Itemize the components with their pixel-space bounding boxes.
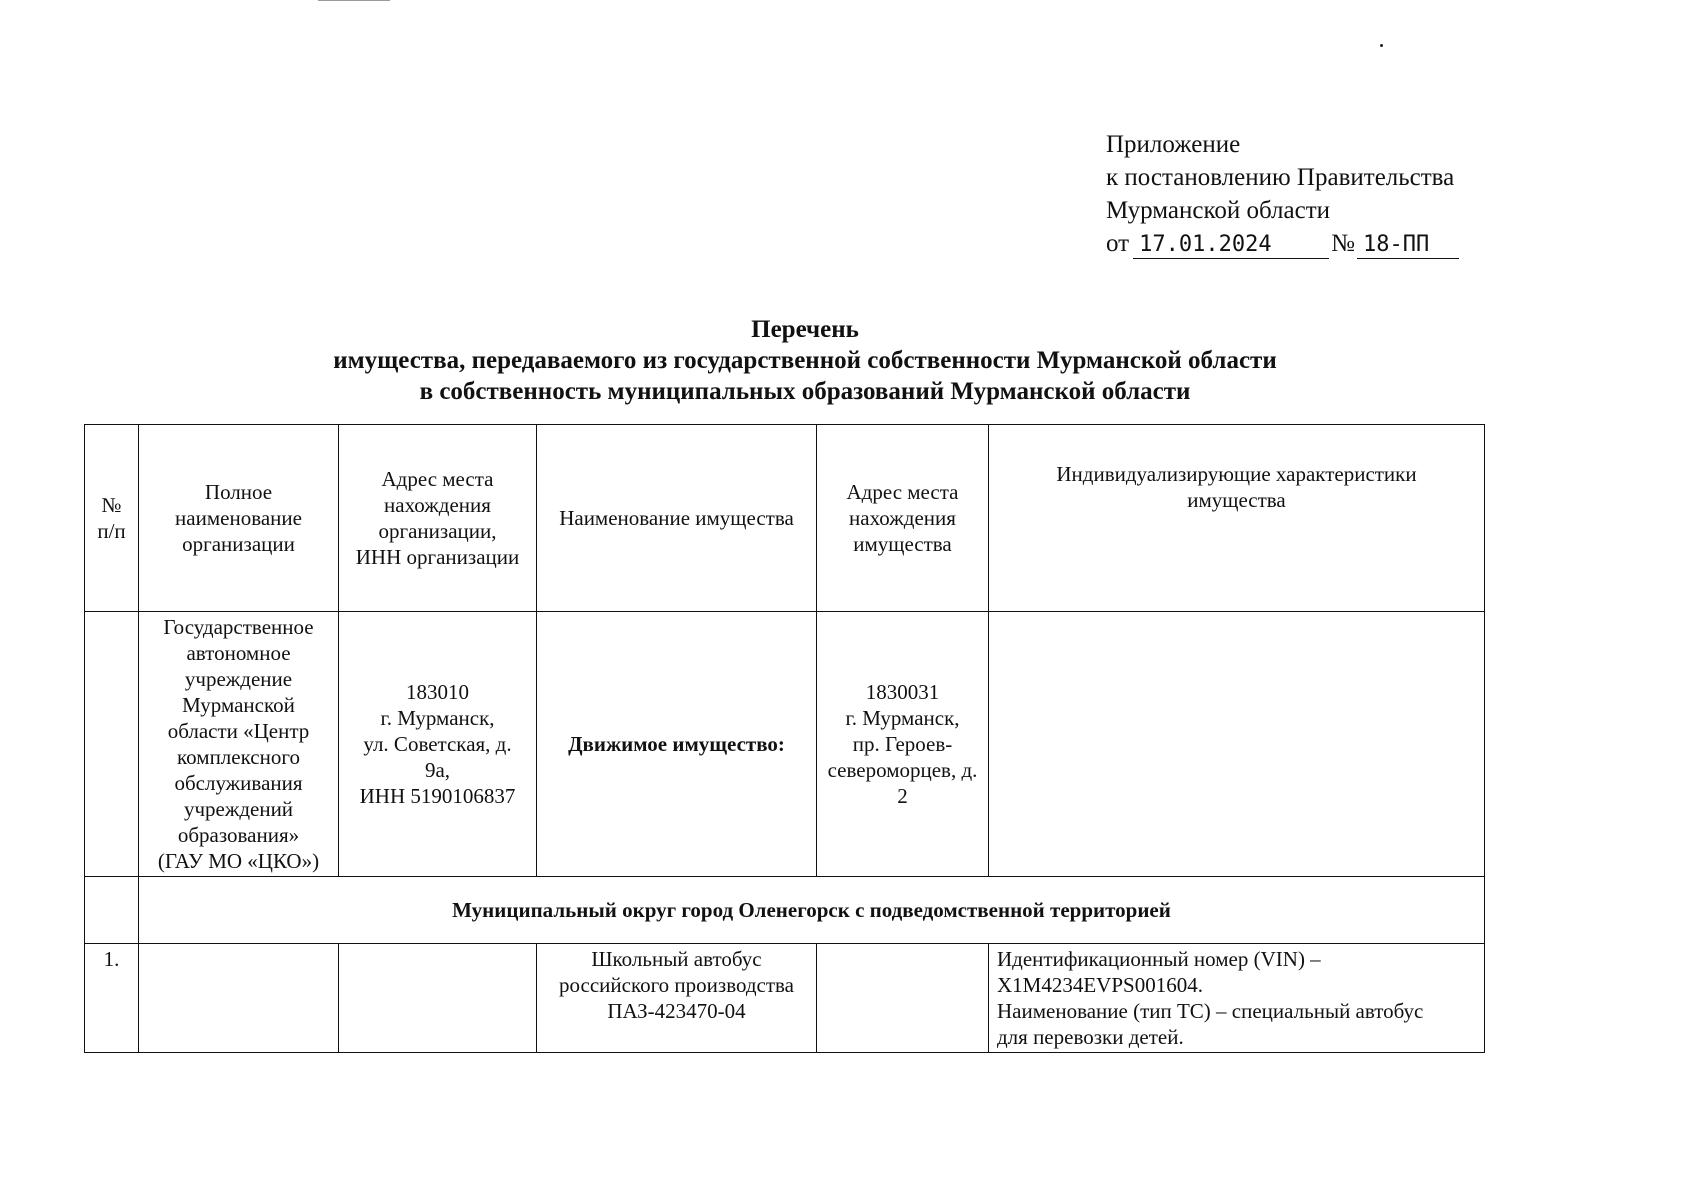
item-org-name-cell [139, 944, 339, 1053]
item-name: Школьный автобус российского производства ПАЗ-423470-04 [537, 944, 817, 1053]
appendix-date-line [1106, 227, 1459, 260]
appendix-title: Приложение [1106, 131, 1241, 158]
resolution-number: 18-ПП [1357, 232, 1459, 259]
date-prefix: от [1106, 230, 1130, 257]
number-prefix: № [1331, 230, 1355, 257]
header-property-name: Наименование имущества [537, 425, 817, 612]
org-row-characteristics-cell [989, 612, 1485, 877]
item-address-cell [817, 944, 989, 1053]
table-row [85, 944, 1485, 1053]
item-org-address-cell [339, 944, 537, 1053]
header-property-address: Адрес места нахождения имущества [817, 425, 989, 612]
header-org-name: Полное наименование организации [139, 425, 339, 612]
title-line-2: имущества, передаваемого из государственной собственности Мурманской области [333, 347, 1277, 374]
appendix-region: Мурманской области [1106, 197, 1331, 224]
item-characteristics: Идентификационный номер (VIN) – X1M4234EVPS001604. Наименование (тип ТС) – специальный автобус для перевозки детей. [989, 944, 1485, 1053]
appendix-resolution: к постановлению Правительства [1106, 164, 1455, 191]
item-num: 1. [85, 944, 139, 1053]
resolution-date: 17.01.2024 [1133, 232, 1329, 259]
table-header-row [85, 425, 1485, 612]
organization-row [85, 612, 1485, 877]
org-address-cell: 183010 г. Мурманск, ул. Советская, д. 9а, ИНН 5190106837 [339, 612, 537, 877]
region-row-num-cell [85, 877, 139, 944]
scan-artifact-line [318, 0, 390, 1]
appendix-block [1106, 128, 1459, 260]
property-table [84, 424, 1485, 1053]
header-characteristics: Индивидуализирующие характеристики имущества [989, 425, 1485, 612]
org-row-num-cell [85, 612, 139, 877]
title-line-1: Перечень [751, 316, 859, 343]
scan-artifact-dot [1380, 44, 1383, 47]
property-type-cell: Движимое имущество: [537, 612, 817, 877]
org-name-cell: Государственное автономное учреждение Мурманской области «Центр комплексного обслуживания учреждений образования» (ГАУ МО «ЦКО») [139, 612, 339, 877]
header-num: № п/п [85, 425, 139, 612]
region-label: Муниципальный округ город Оленегорск с подведомственной территорией [139, 877, 1485, 944]
region-row [85, 877, 1485, 944]
header-org-address: Адрес места нахождения организации, ИНН организации [339, 425, 537, 612]
document-title [0, 314, 1610, 407]
property-address-cell: 1830031 г. Мурманск, пр. Героев- североморцев, д. 2 [817, 612, 989, 877]
title-line-3: в собственность муниципальных образований Мурманской области [419, 378, 1191, 405]
